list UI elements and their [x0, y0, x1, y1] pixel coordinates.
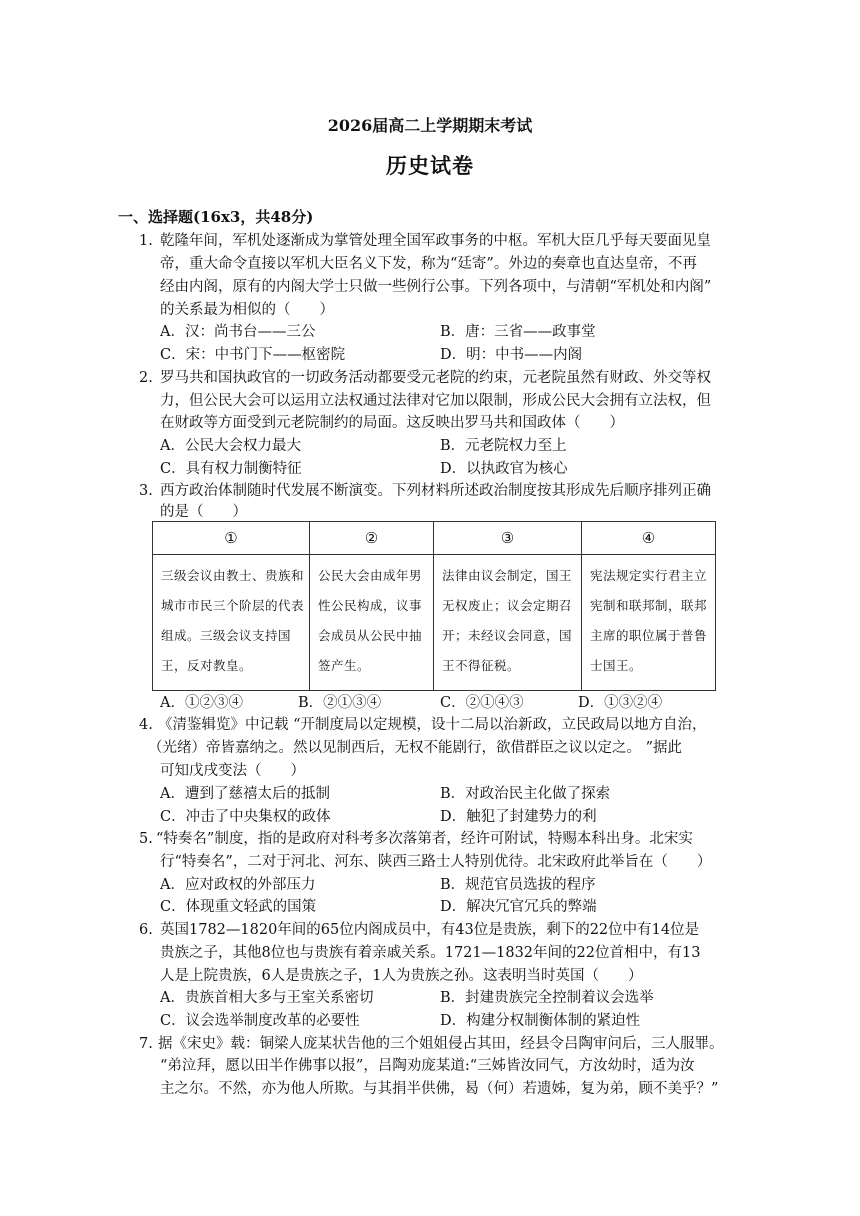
question-text: “弟泣拜，愿以田半作佛事以报”，吕陶劝庞某道:“三姊皆汝同气，方汝幼时，适为汝 [160, 1058, 695, 1074]
option-b: B．②①③④ [298, 695, 382, 711]
option-c: C．宋：中书门下——枢密院 [160, 347, 346, 363]
option-b: B．规范官员选拔的程序 [440, 877, 596, 893]
table-header-cell: ① [153, 522, 310, 555]
question-number: 5. [139, 831, 153, 847]
option-b: B．对政治民主化做了探索 [440, 786, 611, 802]
question-text: 英国1782—1820年间的65位内阁成员中，有43位是贵族，剩下的22位中有14位是 [160, 922, 700, 938]
question-number: 7. [139, 1036, 153, 1052]
question-number: 6. [139, 922, 153, 938]
question-text: 乾隆年间，军机处逐渐成为掌管处理全国军政事务的中枢。军机大臣几乎每天要面见皇 [160, 233, 711, 249]
option-d: D．以执政官为核心 [440, 461, 568, 477]
option-c: C．体现重文轻武的国策 [160, 899, 317, 915]
option-a: A．贵族首相大多与王室关系密切 [160, 990, 374, 1006]
question-text: （光绪）帝皆嘉纳之。然以见制西后，无权不能剧行，欲借群臣之议以定之。 ”据此 [148, 740, 683, 756]
option-a: A．汉：尚书台——三公 [160, 324, 316, 340]
option-c: C．具有权力制衡特征 [160, 461, 302, 477]
option-b: B．封建贵族完全控制着议会选举 [440, 990, 654, 1006]
option-d: D．解决冗官冗兵的弊端 [440, 899, 597, 915]
option-a: A．公民大会权力最大 [160, 438, 301, 454]
table-cell: 法律由议会制定，国王无权废止；议会定期召开；未经议会同意，国王不得征税。 [442, 568, 573, 673]
option-a: A．应对政权的外部压力 [160, 877, 316, 893]
question-text: 据《宋史》载：铜梁人庞某状告他的三个姐姐侵占其田，经县令吕陶审问后，三人服罪。 [158, 1036, 724, 1052]
option-d: D．构建分权制衡体制的紧迫性 [440, 1013, 641, 1029]
question-text: 可知戊戌变法（ ） [160, 763, 305, 779]
option-a: A．①②③④ [160, 695, 243, 711]
table-cell: 宪法规定实行君主立宪制和联邦制，联邦主席的职位属于普鲁士国王。 [590, 568, 708, 673]
question-text: 的关系最为相似的（ ） [160, 302, 334, 318]
question-text: 帝，重大命令直接以军机大臣名义下发，称为“廷寄”。外边的奏章也直达皇帝，不再 [160, 256, 697, 272]
table-header-cell: ④ [582, 522, 716, 555]
table-header-cell: ② [310, 522, 434, 555]
question-text: 在财政等方面受到元老院制约的局面。这反映出罗马共和国政体（ ） [160, 415, 624, 431]
table-cell: 公民大会由成年男性公民构成，议事会成员从公民中抽签产生。 [318, 568, 423, 673]
option-c: C．冲击了中央集权的政体 [160, 809, 331, 825]
option-b: B．唐：三省——政事堂 [440, 324, 596, 340]
question-text: 经由内阁，原有的内阁大学士只做一些例行公事。下列各项中，与清朝“军机处和内阁” [160, 279, 712, 295]
table-cell: 三级会议由教士、贵族和城市市民三个阶层的代表组成。三级会议支持国王，反对教皇。 [161, 568, 305, 673]
question-number: 4. [139, 717, 153, 733]
question-text: 西方政治体制随时代发展不断演变。下列材料所述政治制度按其形成先后顺序排列正确 [160, 483, 711, 499]
question-text: 力，但公民大会可以运用立法权通过法律对它加以限制，形成公民大会拥有立法权，但 [160, 393, 711, 409]
subject-title: 历史试卷 [386, 153, 474, 178]
question-text: 罗马共和国执政官的一切政务活动都要受元老院的约束，元老院虽然有财政、外交等权 [160, 370, 711, 386]
question-text: “特奏名”制度，指的是政府对科考多次落第者，经许可附试，特赐本科出身。北宋实 [156, 831, 693, 847]
question-text: 主之尔。不然，亦为他人所欺。与其捐半供佛，曷（何）若遗姊，复为弟，顾不美乎？” [160, 1081, 719, 1097]
option-a: A．遭到了慈禧太后的抵制 [160, 786, 330, 802]
option-c: C．议会选举制度改革的必要性 [160, 1013, 360, 1029]
option-c: C．②①④③ [440, 695, 524, 711]
section-heading: 一、选择题(16x3，共48分) [118, 208, 314, 226]
question-number: 1. [139, 233, 153, 249]
question-text: 行“特奏名”，二对于河北、河东、陕西三路士人特别优待。北宋政府此举旨在（ ） [160, 854, 712, 870]
question-text: 贵族之子，其他8位也与贵族有着亲戚关系。1721—1832年间的22位首相中，有13 [160, 945, 701, 961]
question-number: 2. [139, 370, 153, 386]
option-d: D．触犯了封建势力的利 [440, 809, 597, 825]
option-d: D．明：中书——内阁 [440, 347, 583, 363]
question-number: 3. [139, 483, 153, 499]
question-text: 人是上院贵族，6人是贵族之子，1人为贵族之孙。这表明当时英国（ ） [160, 968, 643, 984]
table-header-cell: ③ [434, 522, 582, 555]
exam-title: 2026届高二上学期期末考试 [327, 116, 533, 135]
option-b: B．元老院权力至上 [440, 438, 567, 454]
question-text: 的是（ ） [160, 504, 247, 520]
material-table [152, 521, 716, 691]
question-text: 《清鉴辑览》中记载 “开制度局以定规模，设十二局以治新政，立民政局以地方自治， [158, 717, 707, 733]
option-d: D．①③②④ [578, 695, 663, 711]
